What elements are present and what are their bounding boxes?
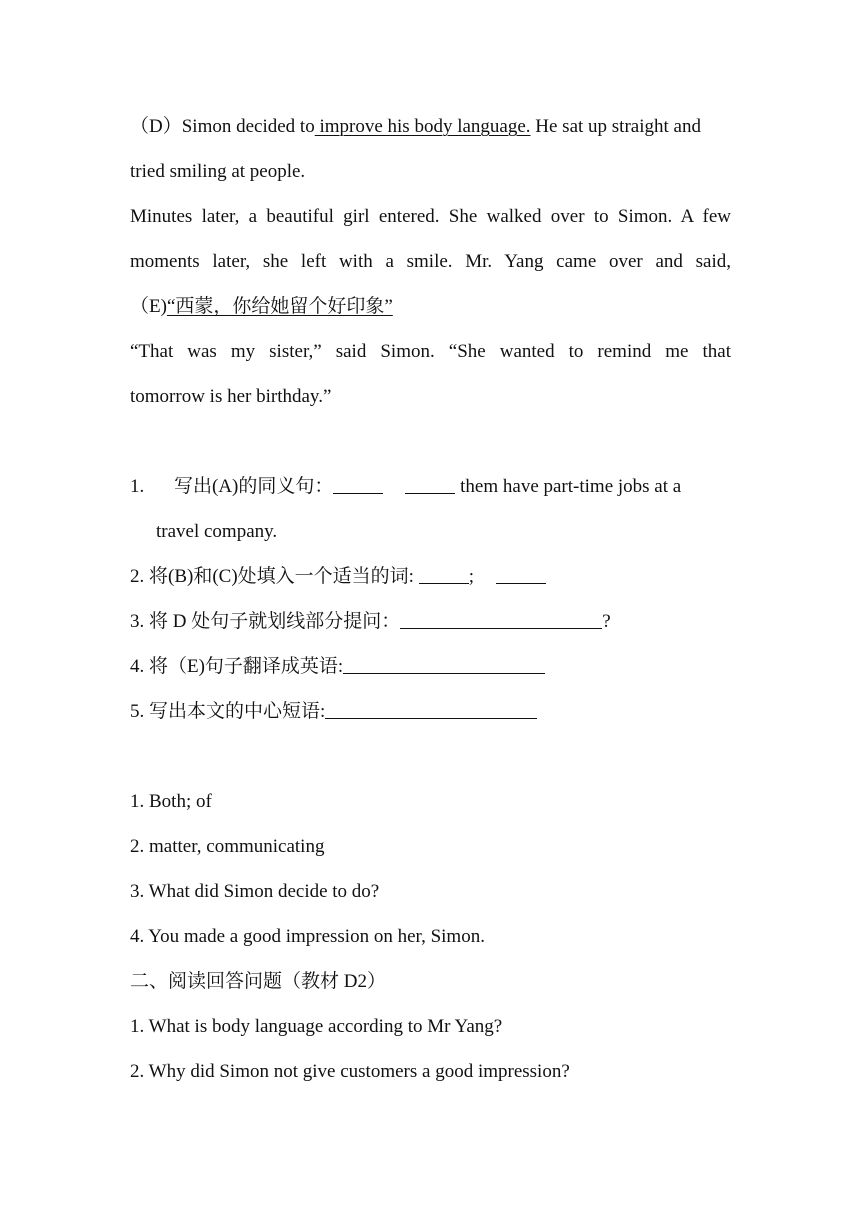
question-1-line2: travel company. bbox=[156, 521, 278, 542]
question-3-end: ? bbox=[602, 611, 611, 632]
section-2-heading: 二、阅读回答问题（教材 D2） bbox=[130, 971, 386, 992]
question-2-text: 2. 将(B)和(C)处填入一个适当的词: bbox=[130, 566, 419, 587]
passage-d-line bbox=[130, 104, 731, 149]
passage-p2-line1: Minutes later, a beautiful girl entered. She walked over to Simon. A few bbox=[130, 206, 731, 227]
answer-item: 4. You made a good impression on her, Simon. bbox=[130, 926, 485, 947]
answer-item: 3. What did Simon decide to do? bbox=[130, 881, 380, 902]
question-3-text: 3. 将 D 处句子就划线部分提问： bbox=[130, 611, 401, 632]
answer-blank bbox=[496, 564, 546, 584]
question-1-text: 写出(A)的同义句： bbox=[174, 476, 334, 497]
document-page bbox=[130, 104, 731, 1094]
passage-e-underlined: “西蒙，你给她留个好印象” bbox=[166, 296, 393, 317]
answer-blank bbox=[343, 654, 545, 674]
passage-e-line bbox=[130, 284, 731, 329]
question-1-number: 1. bbox=[130, 476, 145, 497]
question-5-text: 5. 写出本文的中心短语: bbox=[130, 701, 326, 722]
question-1-rest: them have part-time jobs at a bbox=[455, 476, 682, 497]
passage-p3-line2: tomorrow is her birthday.” bbox=[130, 386, 332, 407]
answer-blank bbox=[333, 474, 383, 494]
question-1 bbox=[130, 464, 731, 509]
passage-d-underlined: improve his body language. bbox=[314, 116, 531, 137]
section-2-question: 1. What is body language according to Mr Yang? bbox=[130, 1016, 503, 1037]
passage-d-prefix: （D）Simon decided to bbox=[130, 116, 315, 137]
passage-p3-line1: “That was my sister,” said Simon. “She wanted to remind me that bbox=[130, 341, 731, 362]
passage-p2-line2: moments later, she left with a smile. Mr. Yang came over and said, bbox=[130, 251, 731, 272]
question-3 bbox=[130, 599, 731, 644]
question-2 bbox=[130, 554, 731, 599]
answer-blank bbox=[400, 609, 602, 629]
section-2-question: 2. Why did Simon not give customers a good impression? bbox=[130, 1061, 570, 1082]
passage-e-prefix: （E) bbox=[130, 296, 167, 317]
answer-blank bbox=[419, 564, 469, 584]
spacer bbox=[130, 419, 731, 464]
answer-item: 2. matter, communicating bbox=[130, 836, 325, 857]
question-2-separator: ; bbox=[468, 566, 474, 587]
answer-item: 1. Both; of bbox=[130, 791, 212, 812]
passage-d-line2: tried smiling at people. bbox=[130, 161, 306, 182]
question-4-text: 4. 将（E)句子翻译成英语: bbox=[130, 656, 344, 677]
passage-d-rest: He sat up straight and bbox=[530, 116, 701, 137]
spacer bbox=[130, 734, 731, 779]
answer-blank bbox=[325, 699, 537, 719]
answer-blank bbox=[405, 474, 455, 494]
question-5 bbox=[130, 689, 731, 734]
question-4 bbox=[130, 644, 731, 689]
